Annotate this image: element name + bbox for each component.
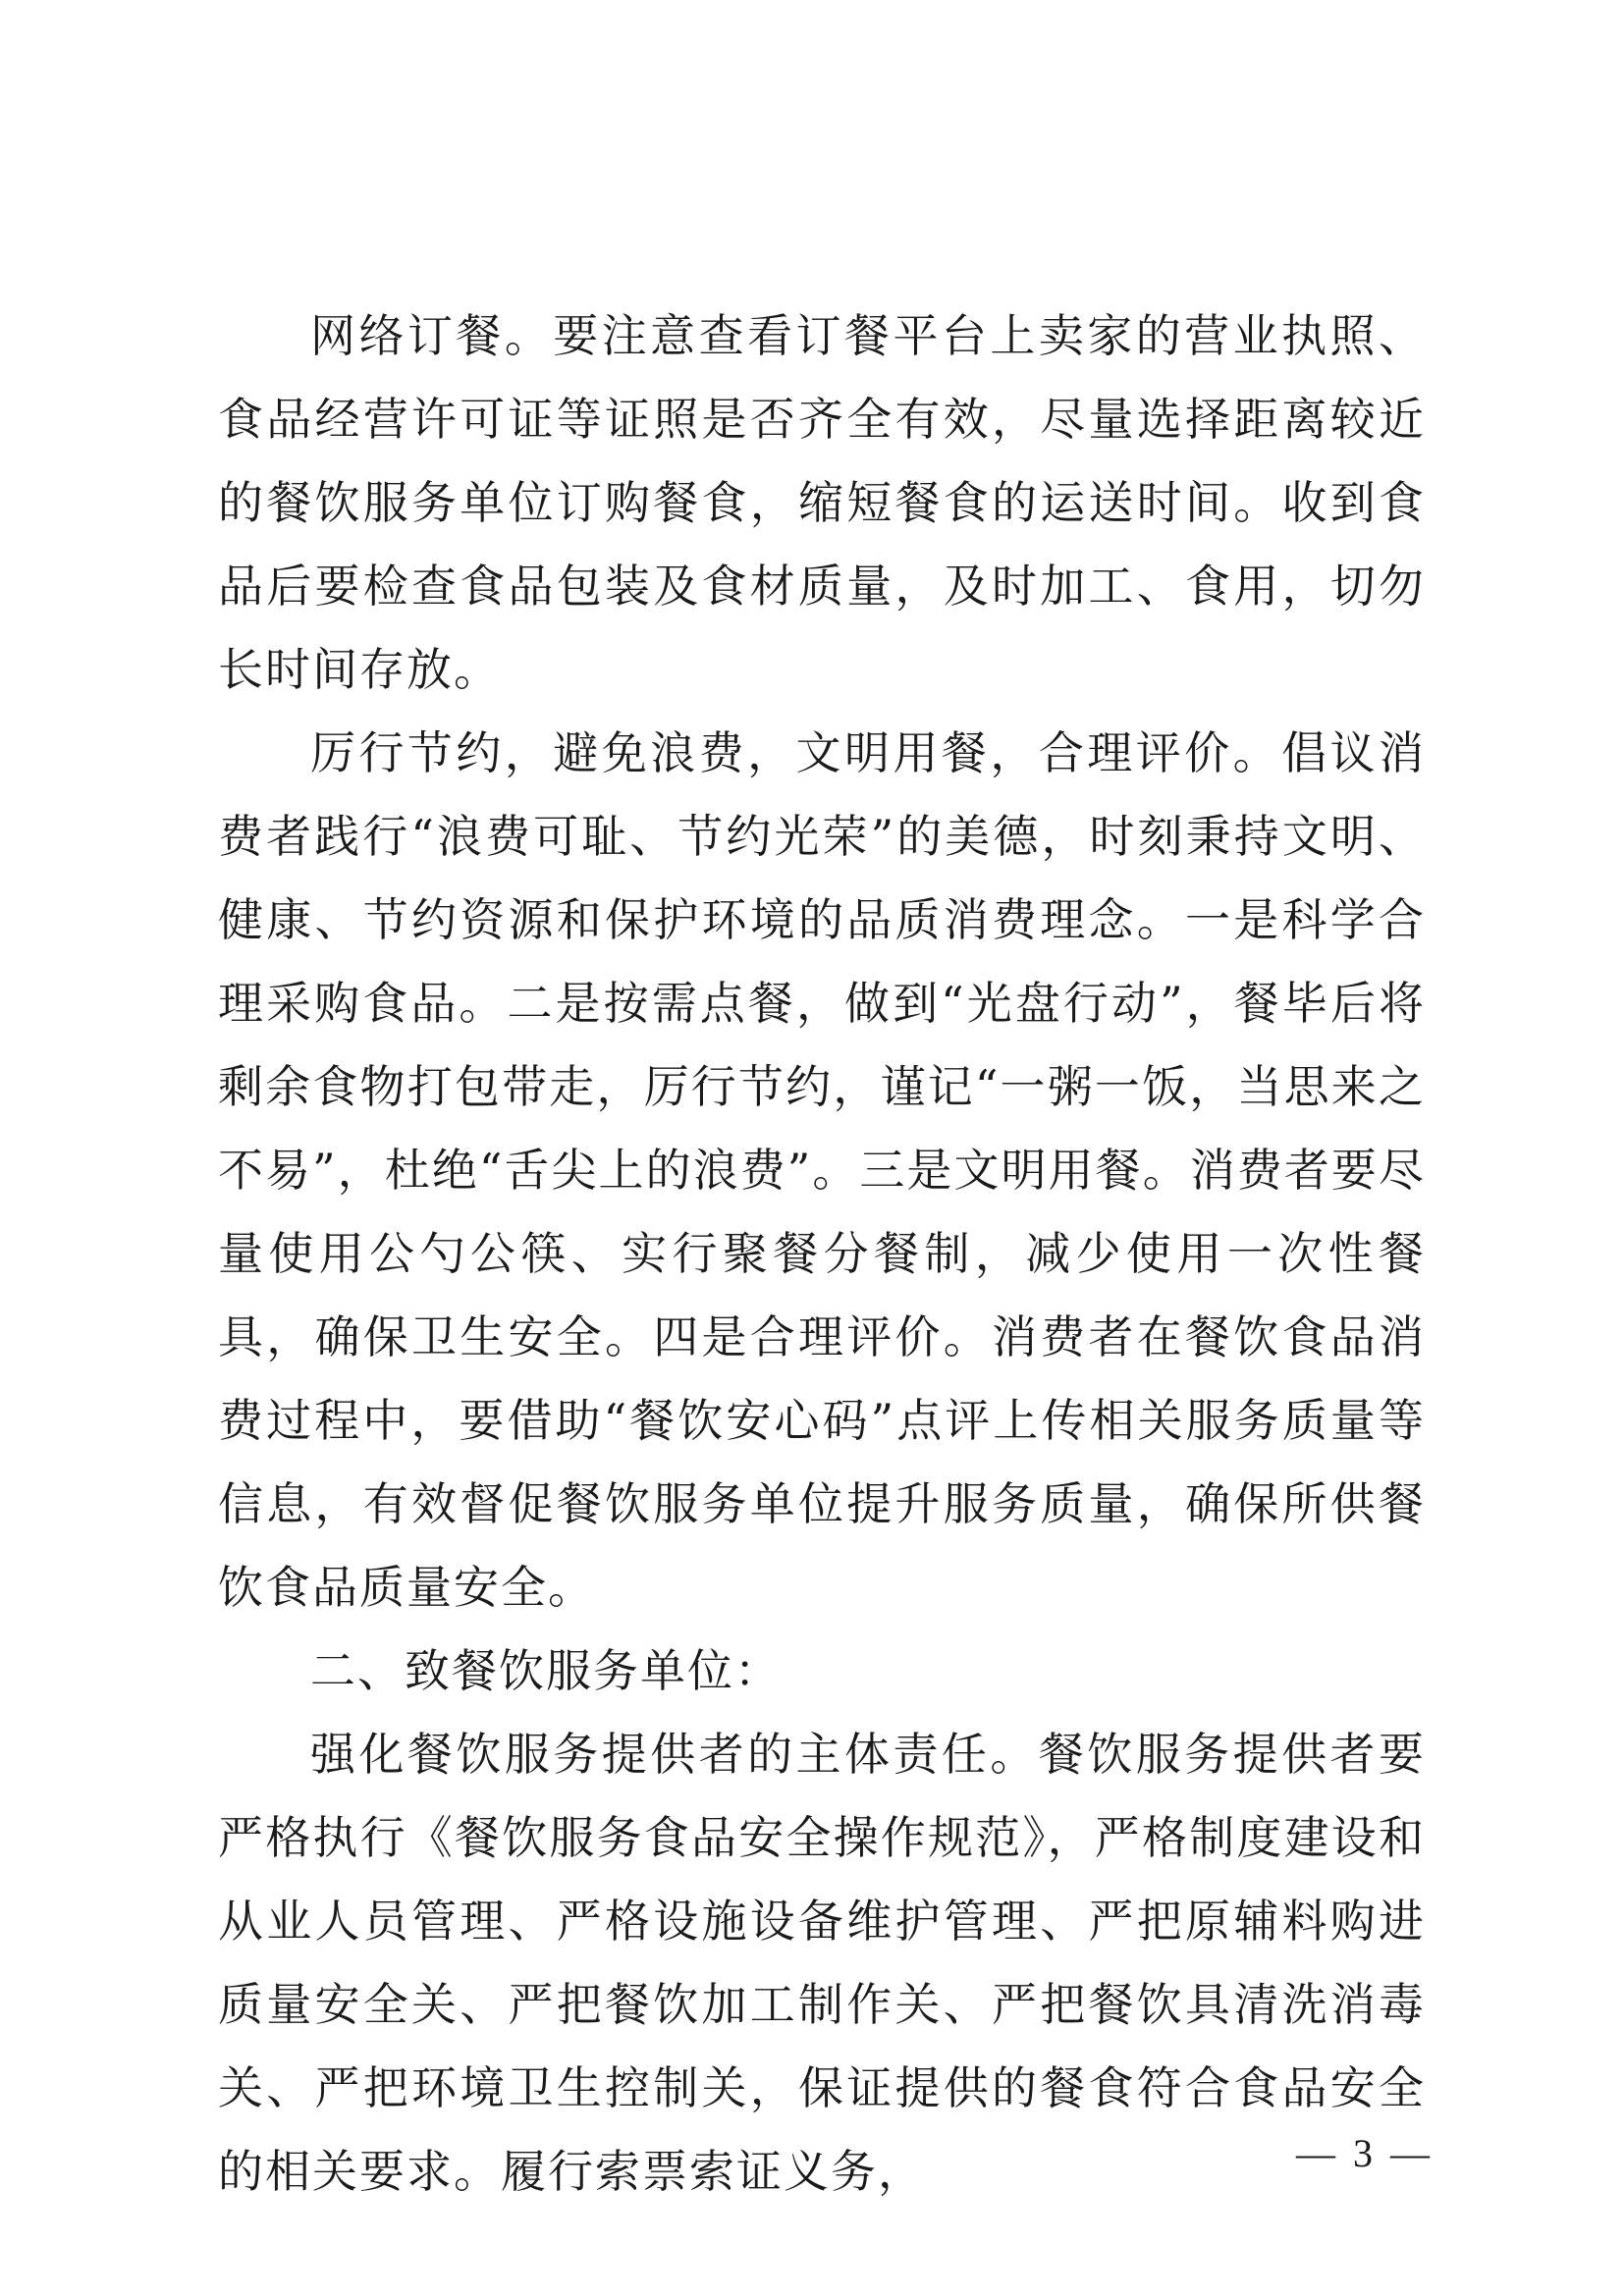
page-number: — 3 — xyxy=(1296,2131,1434,2175)
document-body xyxy=(218,294,1426,2214)
paragraph-online-ordering: 网络订餐。要注意查看订餐平台上卖家的营业执照、食品经营许可证等证照是否齐全有效，尽量选择距离较近的餐饮服务单位订购餐食，缩短餐食的运送时间。收到食品后要检查食品包装及食材质量，及时加工、食用，切勿长时间存放。 xyxy=(218,309,1426,696)
paragraph-thrift-civility: 厉行节约，避免浪费，文明用餐，合理评价。倡议消费者践行“浪费可耻、节约光荣”的美德，时刻秉持文明、健康、节约资源和保护环境的品质消费理念。一是科学合理采购食品。二是按需点餐，做到“光盘行动”，餐毕后将剩余食物打包带走，厉行节约，谨记“一粥一饭，当思来之不易”，杜绝“舌尖上的浪费”。三是文明用餐。消费者要尽量使用公勺公筷、实行聚餐分餐制，减少使用一次性餐具，确保卫生安全。四是合理评价。消费者在餐饮食品消费过程中，要借助“餐饮安心码”点评上传相关服务质量等信息，有效督促餐饮服务单位提升服务质量，确保所供餐饮食品质量安全。 xyxy=(218,726,1426,1614)
section-heading-catering-units: 二、致餐饮服务单位： xyxy=(310,1644,782,1697)
paragraph-provider-responsibility: 强化餐饮服务提供者的主体责任。餐饮服务提供者要严格执行《餐饮服务食品安全操作规范》，严格制度建设和从业人员管理、严格设施设备维护管理、严把原辅料购进质量安全关、严把餐饮加工制作关、严把餐饮具清洗消毒关、严把环境卫生控制关，保证提供的餐食符合食品安全的相关要求。履行索票索证义务， xyxy=(218,1728,1426,2198)
